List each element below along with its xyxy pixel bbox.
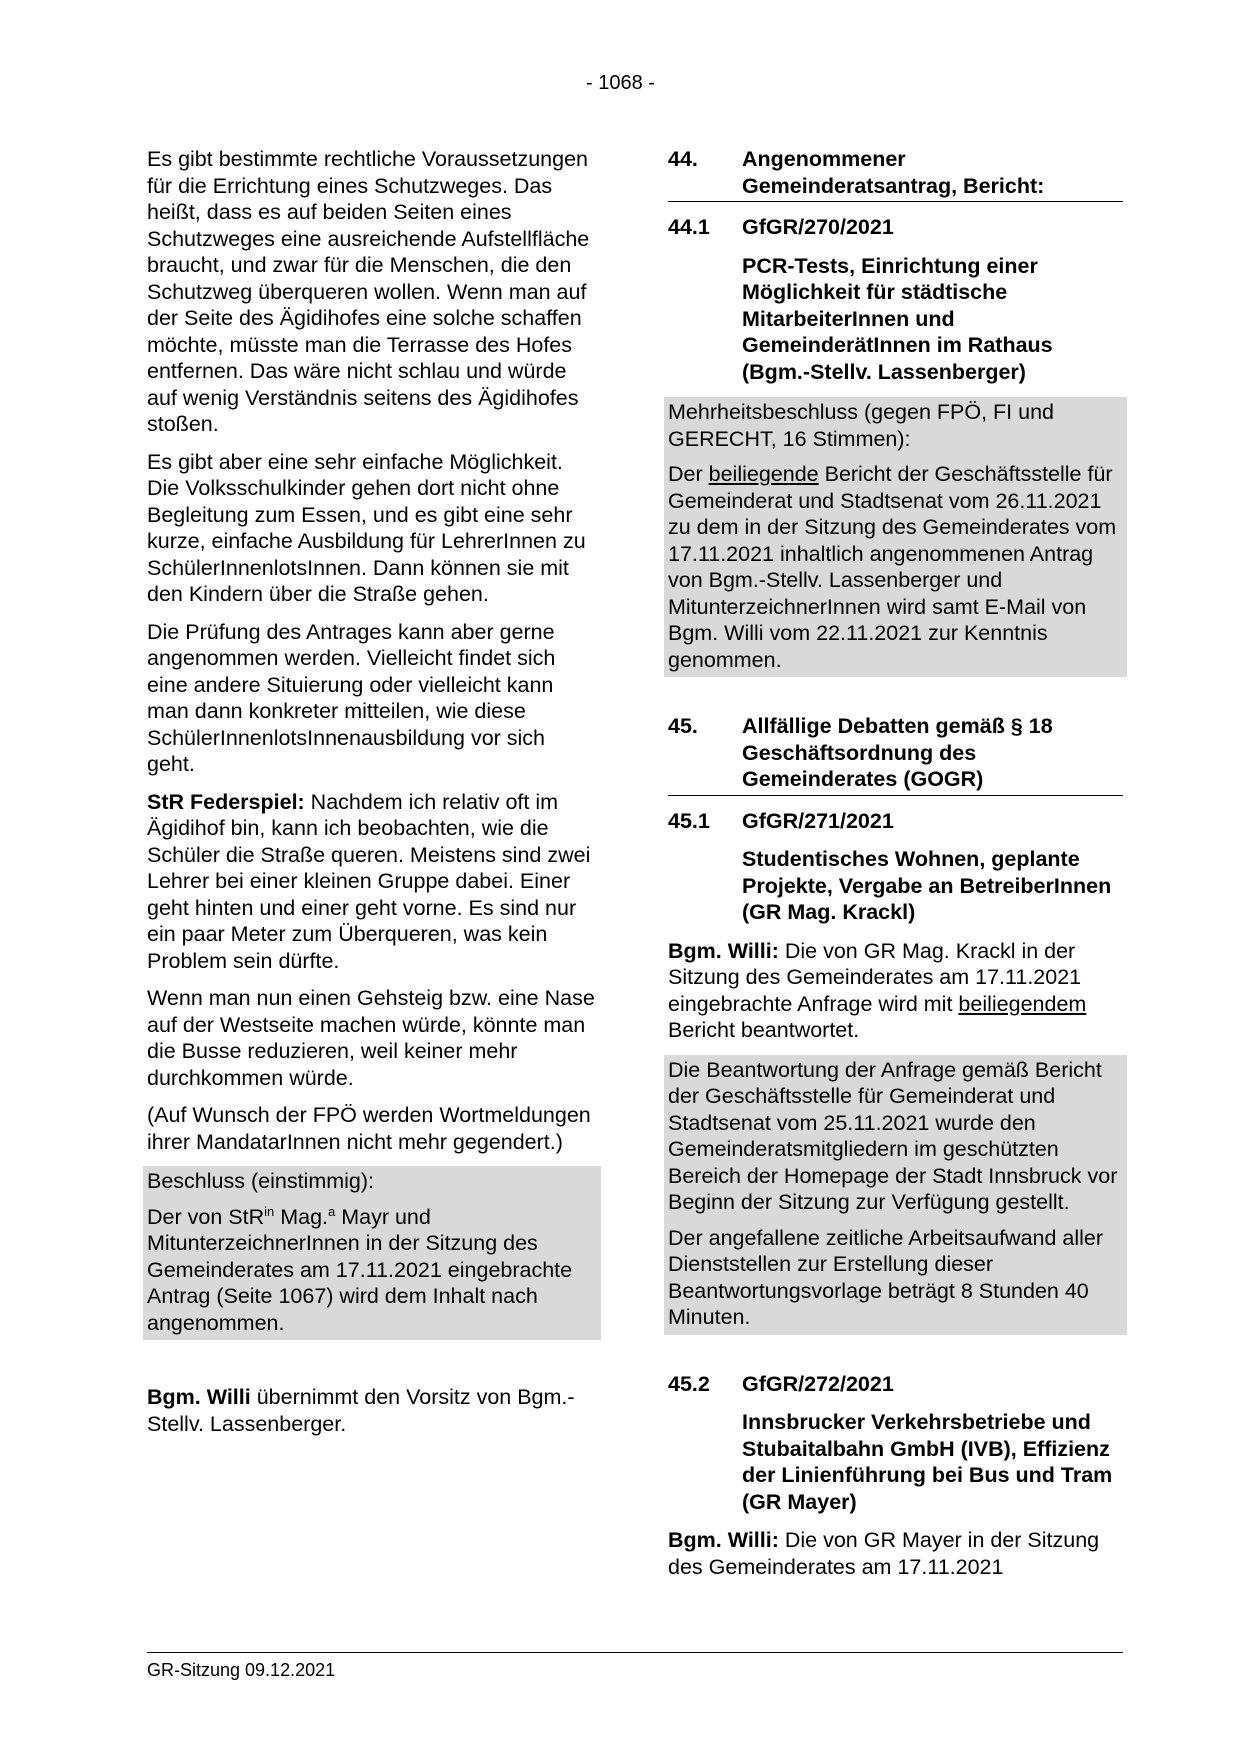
superscript: in — [264, 1203, 275, 1219]
chair-change — [147, 1384, 597, 1437]
subsection-number: 45.2 — [668, 1371, 710, 1396]
left-column — [147, 146, 597, 1448]
speech-text: Bericht beantwortet. — [668, 1018, 860, 1042]
attachment-reference: beiliegendem — [958, 991, 1087, 1016]
subsection-subject: Innsbrucker Verkehrsbetriebe und Stubaitalbahn GmbH (IVB), Effizienz der Linienführung bei Bus und Tram (GR Mayer) — [742, 1410, 1113, 1514]
paragraph: Die Prüfung des Antrages kann aber gerne angenommen werden. Vielleicht findet sich eine andere Situierung oder vielleicht kann man dann konkreter mitteilen, wie diese SchülerInnenlotsInnenausbildung vor sich geht. — [147, 619, 556, 776]
subsection-number: 45.1 — [668, 808, 710, 833]
subsection-number: 44.1 — [668, 215, 710, 239]
chair-change-text: übernimmt den Vorsitz von Bgm.-Stellv. Lassenberger. — [147, 1385, 575, 1436]
decision-box — [664, 397, 1127, 677]
section-title: Allfällige Debatten gemäß § 18 Geschäftsordnung des Gemeinderates (GOGR) — [742, 714, 1053, 791]
footer: GR-Sitzung 09.12.2021 — [147, 1660, 336, 1680]
decision-text-part: Mag. — [274, 1204, 329, 1229]
page-number: - 1068 - — [586, 72, 655, 94]
section-title: Angenommener Gemeinderatsantrag, Bericht: — [742, 147, 1045, 198]
subsection-subject: Studentisches Wohnen, geplante Projekte, Vergabe an BetreiberInnen (GR Mag. Krackl) — [742, 847, 1112, 924]
decision-text-part: Mayr und MitunterzeichnerInnen in der Sitzung des Gemeinderates am 17.11.2021 eingebrachte Antrag (Seite 1067) wird dem Inhalt nach angenommen. — [147, 1204, 573, 1335]
speaker-name: Bgm. Willi — [147, 1385, 251, 1409]
footer-divider — [147, 1652, 1123, 1653]
paragraph: Wenn man nun einen Gehsteig bzw. eine Nase auf der Westseite machen würde, könnte man die Busse reduzieren, weil keiner mehr durchkommen würde. — [147, 986, 595, 1090]
section-number: 45. — [668, 714, 698, 738]
paragraph: Es gibt bestimmte rechtliche Voraussetzungen für die Errichtung eines Schutzweges. Das heißt, dass es auf beiden Seiten eines Schutzweges eine ausreichende Aufstellfläche braucht, und zwar für die Menschen, die den Schutzweg überqueren wollen. Wenn man auf der Seite des Ägidihofes eine solche schaffen möchte, müsste man die Terrasse des Hofes entfernen. Das wäre nicht schlau und würde auf wenig Verständnis seitens des Ägidihofes stoßen. — [147, 147, 590, 436]
decision-text-part: Der von StR — [147, 1204, 265, 1229]
decision-text — [147, 1204, 597, 1337]
decision-text — [668, 461, 1123, 673]
effort-text: Der angefallene zeitliche Arbeitsaufwand aller Dienststellen zur Erstellung dieser Beantwortungsvorlage beträgt 8 Stunden 40 Minuten. — [668, 1225, 1104, 1329]
speaker-name: Bgm. Willi: — [668, 938, 779, 963]
subsection-heading-45-1 — [668, 808, 1123, 835]
section-heading-45 — [668, 713, 1123, 796]
decision-box — [143, 1166, 601, 1340]
subsection-id: GfGR/270/2021 — [742, 215, 894, 239]
speech-willi — [668, 1527, 1123, 1580]
subsection-id: GfGR/271/2021 — [742, 808, 894, 833]
section-heading-44 — [668, 146, 1123, 202]
paragraph: (Auf Wunsch der FPÖ werden Wortmeldungen ihrer MandatarInnen nicht mehr gegendert.) — [147, 1103, 591, 1154]
attachment-reference: beiliegende — [708, 462, 819, 486]
speech-text: Die von GR Mag. Krackl in der Sitzung des Gemeinderates am 17.11.2021 eingebrachte Anfrage wird mit — [668, 938, 1082, 1016]
decision-text-part: Der — [668, 462, 709, 486]
speaker-name: StR Federspiel: — [147, 789, 305, 814]
speech-text: Nachdem ich relativ oft im Ägidihof bin, kann ich beobachten, wie die Schüler die Straße queren. Meistens sind zwei Lehrer bei einer kleinen Gruppe dabei. Einer geht hinten und einer geht vorne. Es sind nur ein paar Meter zum Überqueren, was kein Problem sein dürfte. — [147, 789, 591, 973]
paragraph: Es gibt aber eine sehr einfache Möglichkeit. Die Volksschulkinder gehen dort nicht ohne Begleitung zum Essen, und es gibt eine sehr kurze, einfache Ausbildung für LehrerInnen zu SchülerInnenlotsInnen. Dann können sie mit den Kindern über die Straße gehen. — [147, 449, 586, 606]
answer-box — [664, 1055, 1127, 1335]
decision-title: Beschluss (einstimmig): — [147, 1169, 374, 1193]
subsection-heading-45-2 — [668, 1371, 1123, 1398]
speech-text: Die von GR Mayer in der Sitzung des Gemeinderates am 17.11.2021 — [668, 1528, 1100, 1579]
speech-federspiel — [147, 789, 597, 975]
section-number: 44. — [668, 147, 698, 171]
right-column — [668, 146, 1123, 1591]
answer-text: Die Beantwortung der Anfrage gemäß Bericht der Geschäftsstelle für Gemeinderat und Stadtsenat vom 25.11.2021 wurde den Gemeinderatsmitgliedern im geschützten Bereich der Homepage der Stadt Innsbruck vor Beginn der Sitzung zur Verfügung gestellt. — [668, 1057, 1118, 1214]
decision-title: Mehrheitsbeschluss (gegen FPÖ, FI und GERECHT, 16 Stimmen): — [668, 400, 1054, 451]
subsection-id: GfGR/272/2021 — [742, 1371, 894, 1396]
speaker-name: Bgm. Willi: — [668, 1528, 779, 1552]
superscript: a — [328, 1203, 336, 1219]
subsection-heading-44-1 — [668, 214, 1123, 241]
subsection-subject: PCR-Tests, Einrichtung einer Möglichkeit für städtische MitarbeiterInnen und GemeinderätInnen im Rathaus (Bgm.-Stellv. Lassenberger) — [742, 253, 1053, 384]
decision-text-part: Bericht der Geschäftsstelle für Gemeinderat und Stadtsenat vom 26.11.2021 zu dem in der Sitzung des Gemeinderates vom 17.11.2021 inhaltlich angenommenen Antrag von Bgm.-Stellv. Lassenberger und MitunterzeichnerInnen wird samt E-Mail von Bgm. Willi vom 22.11.2021 zur Kenntnis genommen. — [668, 462, 1117, 672]
speech-willi — [668, 938, 1123, 1044]
